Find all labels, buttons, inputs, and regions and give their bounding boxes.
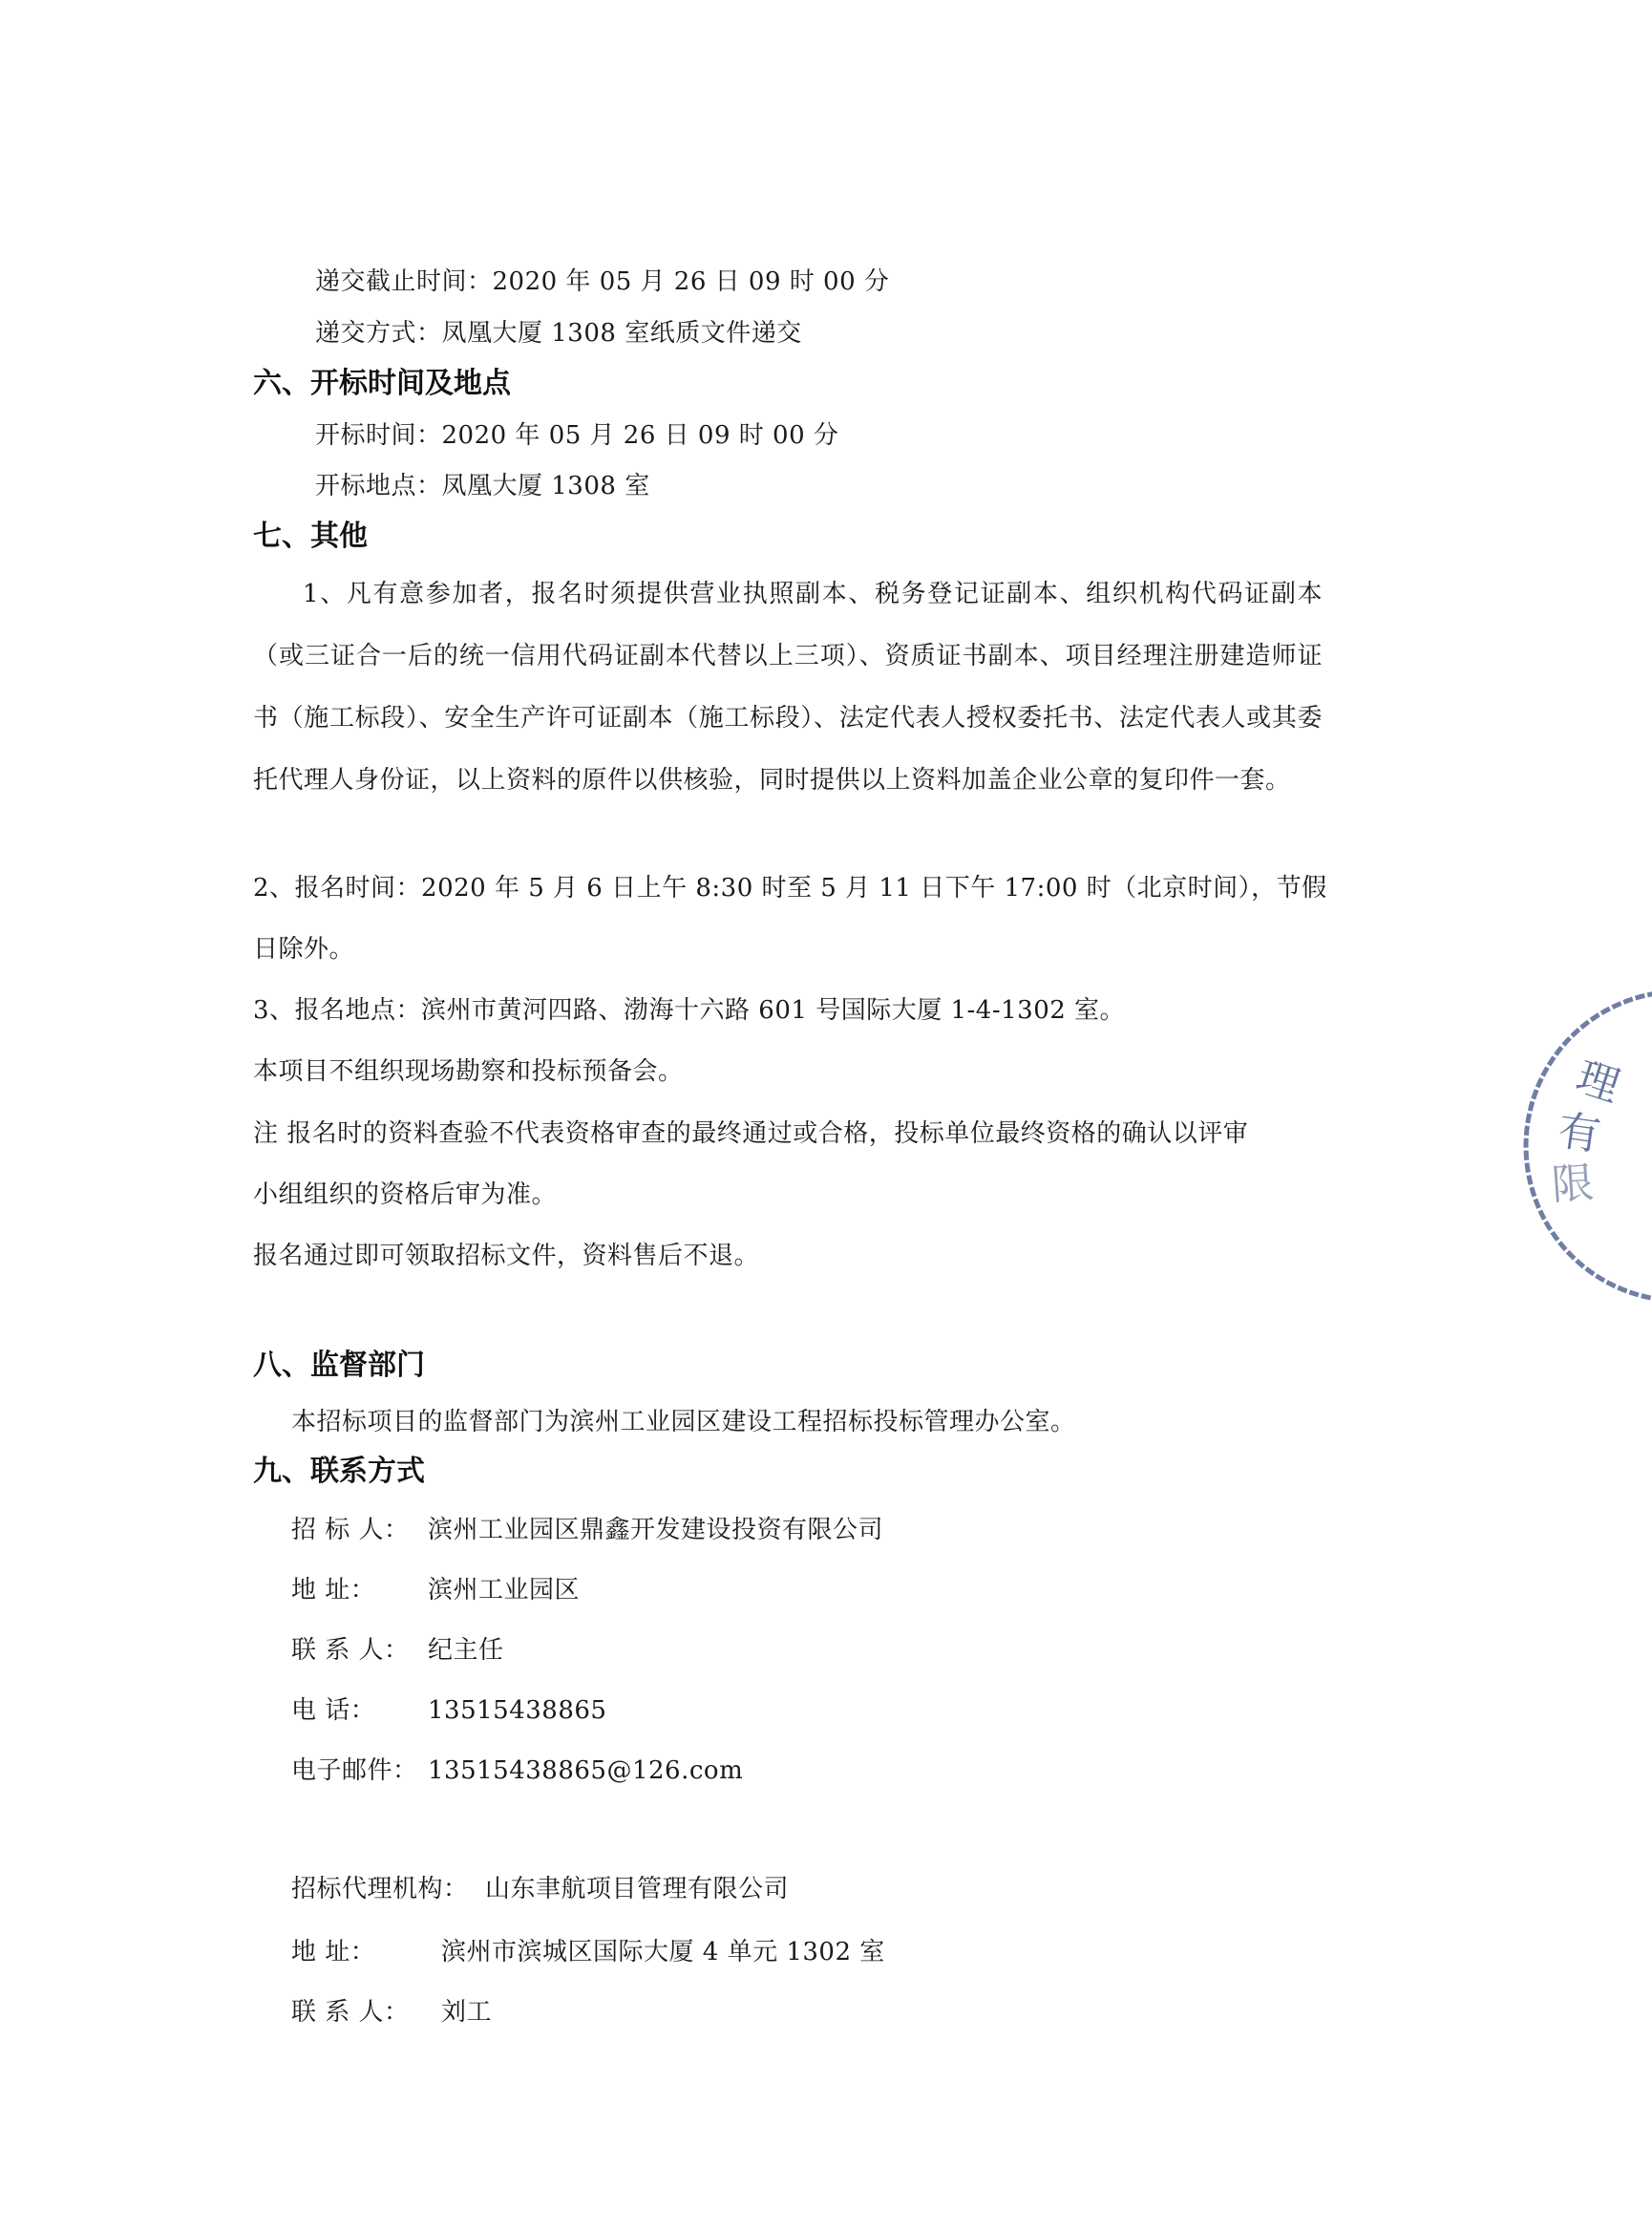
official-seal-icon [1518,984,1652,1308]
item-1-paragraph: 1、凡有意参加者，报名时须提供营业执照副本、税务登记证副本、组织机构代码证副本（或三证合一后的统一信用代码证副本代替以上三项）、资质证书副本、项目经理注册建造师证书（施工标段）、安全生产许可证副本（施工标段）、法定代表人授权委托书、法定代表人或其委托代理人身份证，以上资料的原件以供核验，同时提供以上资料加盖企业公章的复印件一套。 [253,580,1323,795]
section-9-heading: 九、联系方式 [253,1455,425,1488]
agency-label: 招标代理机构： [291,1875,469,1903]
address-label: 地 址： [291,1576,376,1605]
no-site-survey: 本项目不组织现场勘察和投标预备会。 [253,1057,684,1086]
svg-text:限: 限 [1550,1159,1596,1210]
svg-text:有: 有 [1555,1106,1604,1161]
submission-method: 递交方式：凤凰大厦 1308 室纸质文件递交 [315,319,802,348]
submission-deadline: 递交截止时间：2020 年 05 月 26 日 09 时 00 分 [315,267,890,296]
opening-place: 开标地点：凤凰大厦 1308 室 [315,472,650,500]
contact-value: 纪主任 [428,1636,504,1665]
agency-contact-label: 联 系 人： [291,1998,410,2027]
note-line-1: 注 报名时的资料查验不代表资格审查的最终通过或合格，投标单位最终资格的确认以评审 [253,1119,1249,1148]
item-2-line-1: 2、报名时间：2020 年 5 月 6 日上午 8:30 时至 5 月 11 日下午 17:00 时（北京时间），节假 [253,874,1327,903]
supervision-text: 本招标项目的监督部门为滨州工业园区建设工程招标投标管理办公室。 [291,1408,1076,1436]
phone-value: 13515438865 [428,1696,607,1725]
phone-label: 电 话： [291,1696,376,1725]
opening-time: 开标时间：2020 年 05 月 26 日 09 时 00 分 [315,421,839,450]
tenderer-label: 招 标 人： [291,1516,410,1544]
tenderer-value: 滨州工业园区鼎鑫开发建设投资有限公司 [428,1516,884,1544]
address-value: 滨州工业园区 [428,1576,581,1605]
section-8-heading: 八、监督部门 [253,1349,425,1382]
agency-address-label: 地 址： [291,1938,376,1966]
contact-label: 联 系 人： [291,1636,410,1665]
item-3: 3、报名地点：滨州市黄河四路、渤海十六路 601 号国际大厦 1-4-1302 室。 [253,996,1126,1025]
email-value: 13515438865@126.com [428,1756,744,1785]
email-label: 电子邮件： [291,1756,418,1785]
note-line-2: 小组组织的资格后审为准。 [253,1180,558,1209]
section-7-heading: 七、其他 [253,520,368,553]
agency-contact-value: 刘工 [441,1998,493,2027]
docs-note: 报名通过即可领取招标文件，资料售后不退。 [253,1242,760,1270]
section-6-heading: 六、开标时间及地点 [253,367,511,400]
item-2-line-2: 日除外。 [253,935,355,964]
svg-text:理: 理 [1570,1052,1626,1113]
agency-address-value: 滨州市滨城区国际大厦 4 单元 1302 室 [441,1938,885,1966]
agency-value: 山东聿航项目管理有限公司 [485,1875,790,1903]
